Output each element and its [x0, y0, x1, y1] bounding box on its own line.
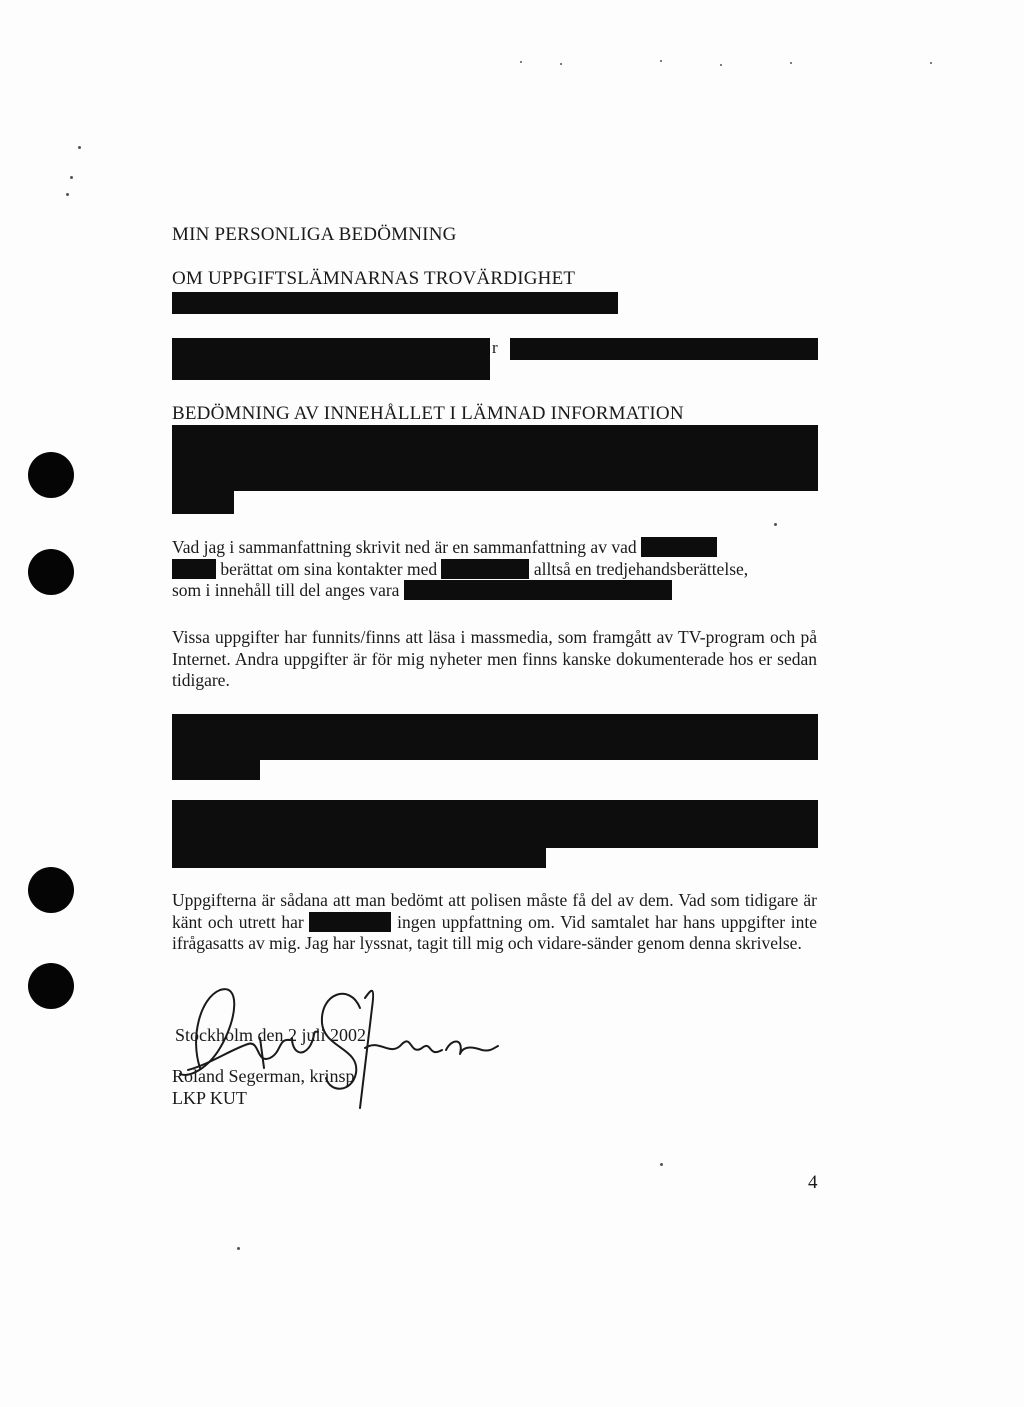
- scan-speck: [78, 146, 81, 149]
- paragraph-text: Uppgifterna är sådana att man bedömt att polisen måste få del av dem. Vad som tidigare är känt och utrett har: [172, 890, 817, 932]
- redaction-bar: [172, 846, 546, 868]
- paragraph: [172, 890, 817, 955]
- scan-speck: [520, 61, 522, 63]
- section-heading: BEDÖMNING AV INNEHÅLLET I LÄMNAD INFORMATION: [172, 403, 684, 424]
- paragraph: [172, 537, 817, 602]
- paragraph-text: alltså en tredjehandsberättelse,: [533, 558, 749, 579]
- scan-speck: [720, 64, 722, 66]
- place-date: Stockholm den 2 juli 2002: [175, 1025, 366, 1045]
- redaction-bar: [172, 800, 818, 848]
- redaction-bar: [172, 338, 490, 380]
- signer-name: Roland Segerman, krinsp: [172, 1066, 355, 1086]
- redaction-bar: [172, 490, 234, 514]
- paragraph-text: som i innehåll till del anges vara: [172, 580, 400, 600]
- scan-speck: [774, 523, 777, 526]
- paragraph-text: Vad jag i sammanfattning skrivit ned är en sammanfattning av vad: [172, 537, 637, 557]
- paragraph-text: berättat om sina kontakter med: [220, 558, 438, 579]
- redaction-bar: [172, 714, 818, 760]
- page-number: 4: [808, 1172, 818, 1193]
- punch-hole: [28, 549, 74, 595]
- section-heading: OM UPPGIFTSLÄMNARNAS TROVÄRDIGHET: [172, 268, 576, 289]
- scan-speck: [70, 176, 73, 179]
- redaction-bar: [172, 425, 818, 491]
- punch-hole: [28, 963, 74, 1009]
- punch-hole: [28, 452, 74, 498]
- redaction-inline: [172, 559, 216, 579]
- scan-speck: [930, 62, 932, 64]
- redaction-bar: [172, 292, 618, 314]
- redaction-inline: [404, 580, 672, 600]
- punch-hole: [28, 867, 74, 913]
- scan-speck: [560, 63, 562, 65]
- scan-speck: [237, 1247, 240, 1250]
- section-heading: MIN PERSONLIGA BEDÖMNING: [172, 224, 457, 245]
- scan-speck: [660, 1163, 663, 1166]
- redaction-inline: [441, 559, 529, 579]
- redaction-bar: [510, 338, 818, 360]
- redaction-inline: [309, 912, 391, 932]
- redaction-bar: [172, 758, 260, 780]
- paragraph-text: ingen uppfattning om. Vid samtalet har hans uppgifter inte ifrågasatts av mig. Jag har lyssnat, tagit till mig och vidare-sänder genom denna skrivelse.: [172, 911, 817, 953]
- redaction-inline: [641, 537, 717, 557]
- paragraph: Vissa uppgifter har funnits/finns att läsa i massmedia, som framgått av TV-program och på Internet. Andra uppgifter är för mig nyheter men finns kanske dokumenterade hos er sedan tidigare.: [172, 627, 817, 690]
- scan-speck: [790, 62, 792, 64]
- scan-speck: [66, 193, 69, 196]
- scan-speck: [660, 60, 662, 62]
- signer-unit: LKP KUT: [172, 1088, 247, 1108]
- redaction-fragment: r: [492, 338, 498, 357]
